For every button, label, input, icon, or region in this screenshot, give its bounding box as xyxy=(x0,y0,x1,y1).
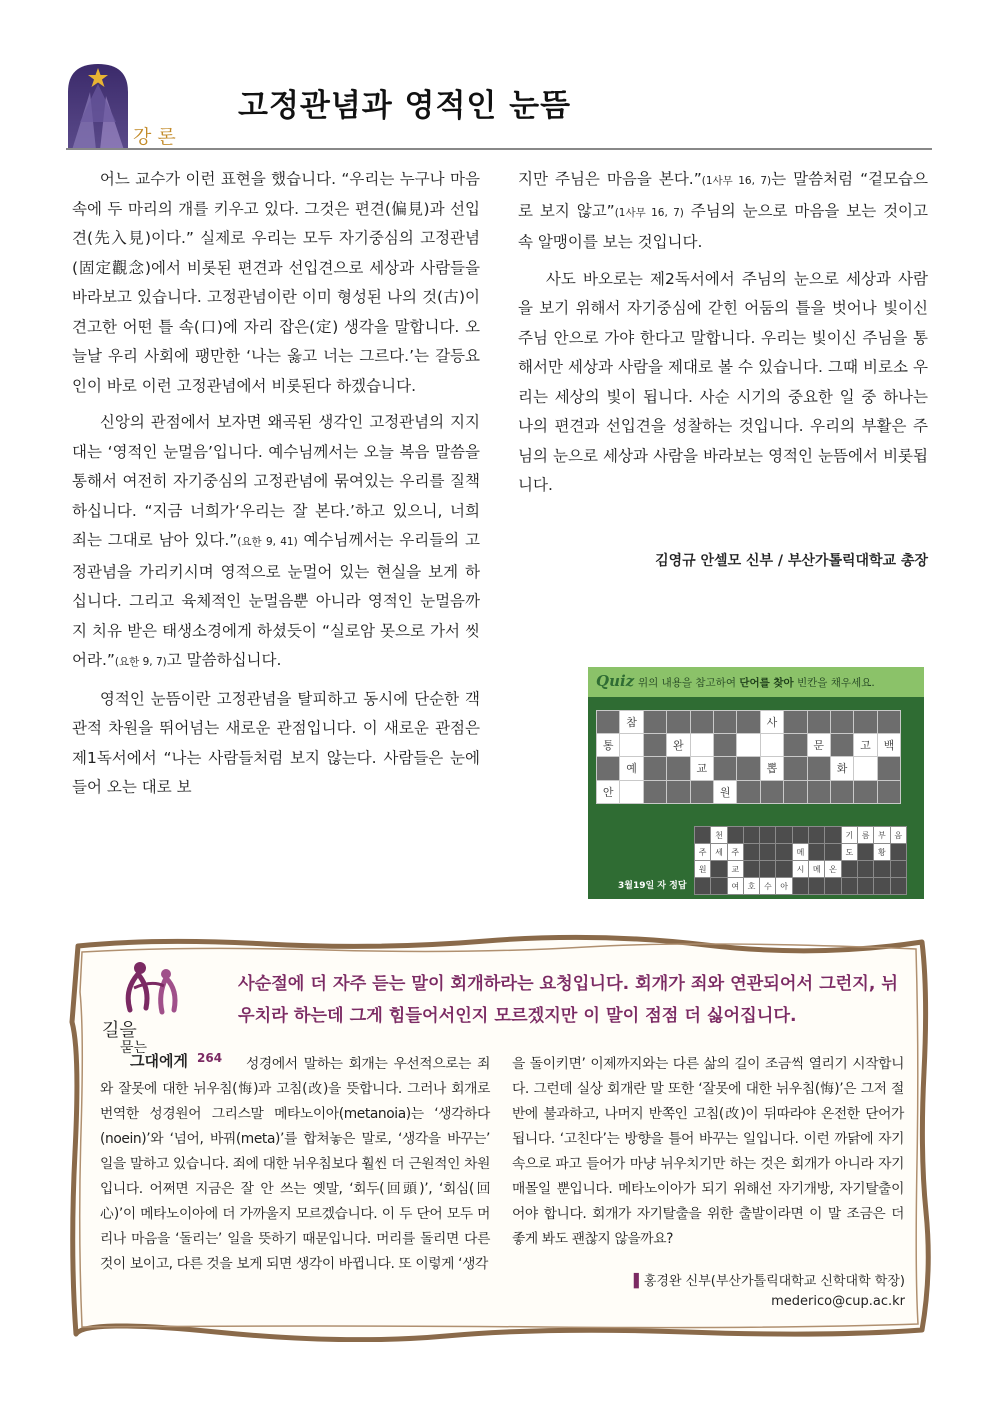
grid-row xyxy=(695,844,907,861)
grid-cell-blocked xyxy=(890,878,906,895)
grid-cell-blocked xyxy=(792,827,808,844)
grid-cell-letter: 천 xyxy=(711,827,727,844)
article-paragraph: 신앙의 관점에서 보자면 왜곡된 생각인 고정관념의 지지대는 ‘영적인 눈멀음’입니다. 예수님께서는 오늘 복음 말씀을 통해서 여전히 자기중심의 고정관념에 묶여있는 우리를 질책하십니다. “지금 너희가‘우리는 잘 본다.’하고 있으니, 너희 죄는 그대로 남아 있다.”(요한 9, 41) 예수님께서는 우리들의 고정관념을 가리키시며 영적으로 눈멀어 있는 현실을 보게 하십니다. 그리고 육체적인 눈멀음뿐 아니라 영적인 눈멀음까지 치유 받은 태생소경에게 하셨듯이 “실로암 못으로 가서 씻어라.”(요한 9, 7)고 말씀하십니다. xyxy=(72,413,480,669)
grid-cell-letter: 교 xyxy=(727,861,743,878)
grid-cell-letter: 기 xyxy=(841,827,857,844)
grid-cell-blocked xyxy=(854,780,877,803)
grid-cell-blocked xyxy=(841,861,857,878)
grid-cell-blocked xyxy=(760,844,776,861)
grid-cell-blocked xyxy=(713,711,736,734)
section-label: 강론 xyxy=(133,126,182,148)
grid-cell-letter: 주 xyxy=(695,844,711,861)
grid-cell-blocked xyxy=(825,878,841,895)
grid-cell-blocked xyxy=(809,827,825,844)
grid-cell-letter: 문 xyxy=(807,734,830,757)
article-left-column xyxy=(72,165,480,810)
grid-cell-blocked xyxy=(643,734,666,757)
grid-cell-blocked xyxy=(807,757,830,780)
grid-cell-letter: 화 xyxy=(830,757,853,780)
grid-row xyxy=(597,780,901,803)
grid-cell-blocked xyxy=(690,711,713,734)
svg-text:그대에게: 그대에게 xyxy=(130,1052,188,1070)
author-signature: 김영규 안셀모 신부 / 부산가톨릭대학교 총장 xyxy=(655,553,928,569)
svg-text:묻는: 묻는 xyxy=(120,1040,148,1056)
grid-cell-blocked xyxy=(597,757,620,780)
column-left-text: 성경에서 말하는 회개는 우선적으로는 죄와 잘못에 대한 뉘우침(悔)과 고침(改)을 뜻합니다. 그러나 회개로 번역한 성경원어 그리스말 메타노이아(metanoia)는 ‘생각하다(noein)’와 ‘넘어, 바꿔(meta)’를 합쳐놓은 말로, ‘생각을 바꾸는’ 일을 말하고 있습니다. 죄에 대한 뉘우침보다 훨씬 더 근원적인 차원입니다. 어쩌면 지금은 잘 안 쓰는 옛말, ‘회두(回頭)’, ‘회심(回心)’이 메타노이아에 더 가까울지 모르겠습니다. 이 두 단어 모두 머리나 마음을 ‘돌리는’ 일을 뜻하기 때문입니다. 머리를 돌리면 다른 것이 보이고, 다른 것을 보게 되면 생각이 바뀝니다. 또 이렇게 ‘생각 xyxy=(100,1056,490,1272)
grid-cell-letter: 주 xyxy=(727,844,743,861)
grid-cell-letter: 참 xyxy=(620,711,643,734)
grid-cell-blocked xyxy=(830,780,853,803)
grid-cell-blocked xyxy=(807,780,830,803)
grid-cell-blocked xyxy=(776,861,792,878)
grid-cell-blocked xyxy=(784,780,807,803)
grid-cell-letter: 세 xyxy=(711,844,727,861)
article-paragraph: 어느 교수가 이런 표현을 했습니다. “우리는 누구나 마음속에 두 마리의 개를 키우고 있다. 그것은 편견(偏見)과 선입견(先入見)이다.” 실제로 우리는 모두 자기중심의 고정관념(固定觀念)에서 비롯된 편견과 선입견으로 세상과 사람들을 바라보고 있습니다. 고정관념이란 이미 형성된 나의 것(古)이 견고한 어떤 틀 속(口)에 자리 잡은(定) 생각을 말합니다. 오늘날 우리 사회에 팽만한 ‘나는 옳고 너는 그르다.’는 갈등요인이 바로 이런 고정관념에서 비롯된다 하겠습니다. xyxy=(72,170,480,395)
grid-cell-letter: 온 xyxy=(825,861,841,878)
grid-cell-blocked xyxy=(857,844,873,861)
grid-cell-blocked xyxy=(643,780,666,803)
bible-reference: (요한 9, 7) xyxy=(114,656,167,668)
grid-cell-letter: 통 xyxy=(597,734,620,757)
grid-cell-blocked xyxy=(711,861,727,878)
crossword-grid xyxy=(596,710,901,804)
grid-cell-blocked xyxy=(743,844,759,861)
quiz-logo: Quiz xyxy=(596,672,635,690)
grid-cell-blocked xyxy=(874,878,890,895)
grid-cell-blocked xyxy=(830,734,853,757)
grid-cell-blocked xyxy=(809,844,825,861)
grid-cell-letter: 사 xyxy=(760,711,783,734)
grid-cell-blocked xyxy=(695,878,711,895)
grid-cell-blocked xyxy=(760,827,776,844)
grid-row xyxy=(597,757,901,780)
grid-cell-blocked xyxy=(792,878,808,895)
author-email: mederico@cup.ac.kr xyxy=(771,1294,905,1309)
grid-cell-letter: 뽑 xyxy=(760,757,783,780)
grid-cell-letter: 황 xyxy=(874,844,890,861)
header-divider xyxy=(66,148,932,150)
grid-cell-letter: 수 xyxy=(760,878,776,895)
grid-cell-blocked xyxy=(643,757,666,780)
grid-cell-blank[interactable] xyxy=(620,734,643,757)
grid-cell-blocked xyxy=(776,827,792,844)
grid-cell-blocked xyxy=(857,878,873,895)
grid-cell-blocked xyxy=(809,878,825,895)
grid-cell-letter: 메 xyxy=(809,861,825,878)
grid-cell-blocked xyxy=(877,757,900,780)
grid-cell-blocked xyxy=(784,734,807,757)
grid-cell-blank[interactable] xyxy=(690,734,713,757)
grid-cell-blocked xyxy=(713,734,736,757)
grid-cell-blocked xyxy=(784,757,807,780)
grid-cell-blocked xyxy=(841,878,857,895)
grid-cell-blocked xyxy=(760,780,783,803)
grid-cell-letter: 시 xyxy=(792,861,808,878)
grid-cell-blocked xyxy=(890,844,906,861)
grid-cell-blank[interactable] xyxy=(760,734,783,757)
grid-cell-letter: 여 xyxy=(727,878,743,895)
column-author: ▌홍경완 신부(부산가톨릭대학교 신학대학 학장) mederico@cup.ac.kr xyxy=(600,1272,905,1312)
issue-number: 264 xyxy=(197,1051,223,1065)
grid-cell-blocked xyxy=(807,711,830,734)
grid-cell-letter: 백 xyxy=(877,734,900,757)
grid-cell-blocked xyxy=(825,827,841,844)
author-bar-icon: ▌ xyxy=(633,1274,644,1289)
grid-cell-blocked xyxy=(857,861,873,878)
grid-cell-blocked xyxy=(877,780,900,803)
grid-cell-blank[interactable] xyxy=(620,780,643,803)
grid-cell-blocked xyxy=(877,711,900,734)
grid-cell-blocked xyxy=(713,757,736,780)
grid-cell-blocked xyxy=(597,711,620,734)
grid-cell-blocked xyxy=(737,757,760,780)
grid-cell-blocked xyxy=(784,711,807,734)
grid-cell-letter: 아 xyxy=(776,878,792,895)
grid-cell-letter: 고 xyxy=(854,734,877,757)
grid-cell-letter: 완 xyxy=(667,734,690,757)
grid-cell-letter: 도 xyxy=(841,844,857,861)
grid-cell-letter: 호 xyxy=(743,878,759,895)
grid-cell-blocked xyxy=(727,827,743,844)
grid-cell-letter: 름 xyxy=(857,827,873,844)
grid-cell-blocked xyxy=(667,711,690,734)
grid-cell-blocked xyxy=(690,780,713,803)
answer-grid xyxy=(694,826,907,895)
svg-text:길을: 길을 xyxy=(102,1020,137,1041)
grid-cell-blocked xyxy=(743,861,759,878)
grid-row xyxy=(695,878,907,895)
answer-panel xyxy=(588,819,924,899)
grid-row xyxy=(597,711,901,734)
grid-row xyxy=(695,827,907,844)
page-title: 고정관념과 영적인 눈뜸 xyxy=(238,88,572,124)
article-paragraph: 지만 주님은 마음을 본다.”(1사무 16, 7)는 말씀처럼 “겉모습으로 보지 않고”(1사무 16, 7) 주님의 눈으로 마음을 보는 것이고 속 알맹이를 보는 것입니다. xyxy=(518,170,929,251)
grid-cell-blocked xyxy=(830,711,853,734)
article-paragraph: 사도 바오로는 제2독서에서 주님의 눈으로 세상과 사람을 보기 위해서 자기중심에 갇힌 어둠의 틀을 벗어나 빛이신 주님 안으로 가야 한다고 말합니다. 우리는 빛이신 주님을 통해서만 세상과 사람을 제대로 볼 수 있습니다. 그때 비로소 우리는 세상의 빛이 됩니다. 사순 시기의 중요한 일 중 하나는 나의 편견과 선입견을 성찰하는 것입니다. 우리의 부활은 주님의 눈으로 세상과 사람을 바라보는 영적인 눈뜸에서 비롯됩니다. xyxy=(518,269,928,494)
grid-row xyxy=(695,861,907,878)
quiz-box xyxy=(588,667,924,899)
answer-label: 3월19일 자 정답 xyxy=(618,881,687,891)
grid-cell-blocked xyxy=(695,827,711,844)
grid-cell-blocked xyxy=(743,827,759,844)
grid-cell-blocked xyxy=(854,711,877,734)
grid-cell-blocked xyxy=(825,844,841,861)
grid-cell-blocked xyxy=(667,757,690,780)
grid-cell-blocked xyxy=(711,878,727,895)
grid-cell-blocked xyxy=(737,780,760,803)
grid-cell-letter: 메 xyxy=(792,844,808,861)
bible-reference: (1사무 16, 7) xyxy=(701,175,772,187)
quiz-header xyxy=(588,667,924,697)
article-paragraph: 영적인 눈뜸이란 고정관념을 탈피하고 동시에 단순한 객관적 차원을 뛰어넘는 새로운 관점입니다. 이 새로운 관점은 제1독서에서 “나는 사람들처럼 보지 않는다. 사람들은 눈에 들어 오는 대로 보 xyxy=(72,689,480,796)
stained-glass-logo xyxy=(66,62,130,150)
grid-cell-letter: 원 xyxy=(695,861,711,878)
grid-cell-blocked xyxy=(776,844,792,861)
grid-cell-letter: 원 xyxy=(713,780,736,803)
grid-cell-blocked xyxy=(890,861,906,878)
grid-cell-letter: 예 xyxy=(620,757,643,780)
grid-cell-letter: 안 xyxy=(597,780,620,803)
column-question-heading: 사순절에 더 자주 듣는 말이 회개하라는 요청입니다. 회개가 죄와 연관되어서 그런지, 뉘우치라 하는데 그게 힘들어서인지 모르겠지만 이 말이 점점 더 싫어집니다. xyxy=(238,974,898,1026)
grid-cell-blank[interactable] xyxy=(737,734,760,757)
grid-cell-blocked xyxy=(667,780,690,803)
grid-cell-blocked xyxy=(737,711,760,734)
grid-cell-letter: 부 xyxy=(874,827,890,844)
grid-cell-blocked xyxy=(760,861,776,878)
grid-row xyxy=(597,734,901,757)
bible-reference: (요한 9, 41) xyxy=(237,536,298,548)
grid-cell-blank[interactable] xyxy=(854,757,877,780)
column-right-text: 을 돌이키면’ 이제까지와는 다른 삶의 길이 조금씩 열리기 시작합니다. 그런데 실상 회개란 말 또한 ‘잘못에 대한 뉘우침(悔)’은 그저 절반에 불과하고, 나머지 반쪽인 고침(改)이 뒤따라야 온전한 단어가 됩니다. ‘고친다’는 방향을 틀어 바꾸는 일입니다. 이런 까닭에 자기 속으로 파고 들어가 마냥 뉘우치기만 하는 것은 회개가 아니라 자기매몰일 뿐입니다. 메타노이아가 되기 위해선 자기개방, 자기탈출이어야 합니다. 회개가 자기탈출을 위한 출발이라면 이 말 조금은 더 좋게 봐도 괜찮지 않을까요? xyxy=(512,1056,904,1247)
grid-cell-letter: 음 xyxy=(890,827,906,844)
grid-cell-letter: 교 xyxy=(690,757,713,780)
article-right-column xyxy=(518,165,928,508)
quiz-instruction: 위의 내용을 참고하여 단어를 찾아 빈칸을 채우세요. xyxy=(638,677,875,689)
grid-cell-blocked xyxy=(643,711,666,734)
grid-cell-blocked xyxy=(874,861,890,878)
bible-reference: (1사무 16, 7) xyxy=(614,206,684,219)
